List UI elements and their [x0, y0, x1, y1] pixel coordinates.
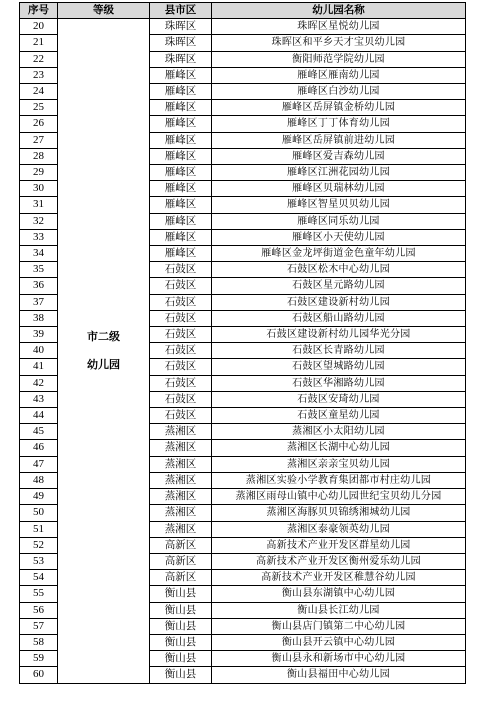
row-district: 石鼓区 — [150, 278, 212, 294]
row-serial-number: 35 — [20, 262, 58, 278]
row-kindergarten-name: 石鼓区安琦幼儿园 — [212, 391, 466, 407]
row-serial-number: 59 — [20, 651, 58, 667]
level-line-2: 幼儿园 — [87, 357, 120, 371]
row-district: 雁峰区 — [150, 181, 212, 197]
header-district: 县市区 — [150, 3, 212, 19]
row-serial-number: 27 — [20, 132, 58, 148]
row-serial-number: 34 — [20, 246, 58, 262]
row-district: 衡山县 — [150, 667, 212, 683]
row-kindergarten-name: 雁峰区岳屏镇前进幼儿园 — [212, 132, 466, 148]
row-serial-number: 46 — [20, 440, 58, 456]
row-kindergarten-name: 衡山县长江幼儿园 — [212, 602, 466, 618]
row-district: 雁峰区 — [150, 148, 212, 164]
row-kindergarten-name: 高新技术产业开发区群星幼儿园 — [212, 537, 466, 553]
row-district: 衡山县 — [150, 586, 212, 602]
row-serial-number: 53 — [20, 553, 58, 569]
row-kindergarten-name: 雁峰区白沙幼儿园 — [212, 84, 466, 100]
row-district: 蒸湘区 — [150, 505, 212, 521]
header-kindergarten-name: 幼儿园名称 — [212, 3, 466, 19]
row-serial-number: 36 — [20, 278, 58, 294]
row-kindergarten-name: 雁峰区爱吉森幼儿园 — [212, 148, 466, 164]
row-district: 雁峰区 — [150, 229, 212, 245]
row-serial-number: 39 — [20, 327, 58, 343]
row-serial-number: 25 — [20, 100, 58, 116]
row-serial-number: 51 — [20, 521, 58, 537]
row-kindergarten-name: 雁峰区贝瑞林幼儿园 — [212, 181, 466, 197]
row-district: 石鼓区 — [150, 375, 212, 391]
row-serial-number: 26 — [20, 116, 58, 132]
header-serial: 序号 — [20, 3, 58, 19]
row-serial-number: 32 — [20, 213, 58, 229]
row-district: 石鼓区 — [150, 359, 212, 375]
row-serial-number: 38 — [20, 310, 58, 326]
row-kindergarten-name: 衡山县店门镇第二中心幼儿园 — [212, 618, 466, 634]
row-district: 雁峰区 — [150, 165, 212, 181]
row-serial-number: 41 — [20, 359, 58, 375]
row-serial-number: 28 — [20, 148, 58, 164]
row-district: 蒸湘区 — [150, 472, 212, 488]
row-kindergarten-name: 雁峰区丁丁体育幼儿园 — [212, 116, 466, 132]
row-district: 蒸湘区 — [150, 489, 212, 505]
row-district: 珠晖区 — [150, 19, 212, 35]
row-serial-number: 43 — [20, 391, 58, 407]
row-kindergarten-name: 蒸湘区实验小学教育集团都市村庄幼儿园 — [212, 472, 466, 488]
row-kindergarten-name: 蒸湘区亲亲宝贝幼儿园 — [212, 456, 466, 472]
row-kindergarten-name: 珠晖区和平乡天才宝贝幼儿园 — [212, 35, 466, 51]
document-table-wrapper — [19, 2, 465, 684]
row-kindergarten-name: 衡山县开云镇中心幼儿园 — [212, 634, 466, 650]
row-serial-number: 55 — [20, 586, 58, 602]
row-kindergarten-name: 蒸湘区泰豪领英幼儿园 — [212, 521, 466, 537]
row-serial-number: 24 — [20, 84, 58, 100]
row-kindergarten-name: 石鼓区星元路幼儿园 — [212, 278, 466, 294]
row-kindergarten-name: 雁峰区岳屏镇金桥幼儿园 — [212, 100, 466, 116]
row-district: 蒸湘区 — [150, 424, 212, 440]
row-district: 雁峰区 — [150, 100, 212, 116]
row-serial-number: 47 — [20, 456, 58, 472]
row-serial-number: 31 — [20, 197, 58, 213]
row-district: 珠晖区 — [150, 35, 212, 51]
row-kindergarten-name: 衡山县福田中心幼儿园 — [212, 667, 466, 683]
row-district: 雁峰区 — [150, 246, 212, 262]
row-serial-number: 48 — [20, 472, 58, 488]
row-serial-number: 40 — [20, 343, 58, 359]
row-district: 衡山县 — [150, 651, 212, 667]
row-district: 石鼓区 — [150, 310, 212, 326]
row-district: 雁峰区 — [150, 132, 212, 148]
row-serial-number: 37 — [20, 294, 58, 310]
row-district: 衡山县 — [150, 634, 212, 650]
row-serial-number: 21 — [20, 35, 58, 51]
row-district: 雁峰区 — [150, 197, 212, 213]
row-district: 雁峰区 — [150, 213, 212, 229]
row-kindergarten-name: 珠晖区星悦幼儿园 — [212, 19, 466, 35]
row-district: 石鼓区 — [150, 262, 212, 278]
row-serial-number: 52 — [20, 537, 58, 553]
row-serial-number: 44 — [20, 408, 58, 424]
row-kindergarten-name: 石鼓区华湘路幼儿园 — [212, 375, 466, 391]
row-kindergarten-name: 衡山县永和新场市中心幼儿园 — [212, 651, 466, 667]
row-serial-number: 20 — [20, 19, 58, 35]
row-district: 高新区 — [150, 537, 212, 553]
row-serial-number: 57 — [20, 618, 58, 634]
row-kindergarten-name: 高新技术产业开发区衡州爱乐幼儿园 — [212, 553, 466, 569]
row-district: 珠晖区 — [150, 51, 212, 67]
row-serial-number: 30 — [20, 181, 58, 197]
row-kindergarten-name: 石鼓区建设新村幼儿园 — [212, 294, 466, 310]
row-serial-number: 33 — [20, 229, 58, 245]
row-kindergarten-name: 高新技术产业开发区稚慧谷幼儿园 — [212, 570, 466, 586]
row-kindergarten-name: 石鼓区望城路幼儿园 — [212, 359, 466, 375]
row-district: 蒸湘区 — [150, 440, 212, 456]
row-kindergarten-name: 蒸湘区雨母山镇中心幼儿园世纪宝贝幼儿分园 — [212, 489, 466, 505]
row-district: 蒸湘区 — [150, 521, 212, 537]
row-district: 蒸湘区 — [150, 456, 212, 472]
row-district: 雁峰区 — [150, 67, 212, 83]
row-district: 石鼓区 — [150, 391, 212, 407]
row-kindergarten-name: 蒸湘区海豚贝贝锦绣湘城幼儿园 — [212, 505, 466, 521]
row-kindergarten-name: 石鼓区长青路幼儿园 — [212, 343, 466, 359]
row-serial-number: 42 — [20, 375, 58, 391]
row-district: 雁峰区 — [150, 116, 212, 132]
row-kindergarten-name: 石鼓区松木中心幼儿园 — [212, 262, 466, 278]
row-kindergarten-name: 雁峰区江洲花园幼儿园 — [212, 165, 466, 181]
row-serial-number: 58 — [20, 634, 58, 650]
row-district: 衡山县 — [150, 618, 212, 634]
row-serial-number: 45 — [20, 424, 58, 440]
row-kindergarten-name: 雁峰区金龙坪街道金色童年幼儿园 — [212, 246, 466, 262]
kindergarten-table — [19, 2, 466, 684]
row-serial-number: 54 — [20, 570, 58, 586]
row-serial-number: 49 — [20, 489, 58, 505]
row-kindergarten-name: 雁峰区雁南幼儿园 — [212, 67, 466, 83]
row-district: 高新区 — [150, 570, 212, 586]
row-kindergarten-name: 雁峰区同乐幼儿园 — [212, 213, 466, 229]
row-district: 石鼓区 — [150, 343, 212, 359]
row-serial-number: 60 — [20, 667, 58, 683]
row-kindergarten-name: 石鼓区建设新村幼儿园华光分园 — [212, 327, 466, 343]
row-district: 衡山县 — [150, 602, 212, 618]
table-row — [20, 19, 466, 35]
row-district: 石鼓区 — [150, 294, 212, 310]
row-serial-number: 29 — [20, 165, 58, 181]
row-kindergarten-name: 雁峰区智星贝贝幼儿园 — [212, 197, 466, 213]
table-header-row — [20, 3, 466, 19]
row-serial-number: 23 — [20, 67, 58, 83]
level-cell — [58, 19, 150, 683]
header-level: 等级 — [58, 3, 150, 19]
row-district: 高新区 — [150, 553, 212, 569]
table-body — [20, 19, 466, 683]
row-serial-number: 50 — [20, 505, 58, 521]
row-district: 石鼓区 — [150, 327, 212, 343]
row-district: 石鼓区 — [150, 408, 212, 424]
row-serial-number: 22 — [20, 51, 58, 67]
row-kindergarten-name: 石鼓区童星幼儿园 — [212, 408, 466, 424]
row-district: 雁峰区 — [150, 84, 212, 100]
row-kindergarten-name: 石鼓区船山路幼儿园 — [212, 310, 466, 326]
level-line-1: 市二级 — [87, 329, 120, 343]
row-serial-number: 56 — [20, 602, 58, 618]
row-kindergarten-name: 蒸湘区长湖中心幼儿园 — [212, 440, 466, 456]
row-kindergarten-name: 衡山县东湖镇中心幼儿园 — [212, 586, 466, 602]
row-kindergarten-name: 雁峰区小天使幼儿园 — [212, 229, 466, 245]
row-kindergarten-name: 蒸湘区小太阳幼儿园 — [212, 424, 466, 440]
row-kindergarten-name: 衡阳师范学院幼儿园 — [212, 51, 466, 67]
